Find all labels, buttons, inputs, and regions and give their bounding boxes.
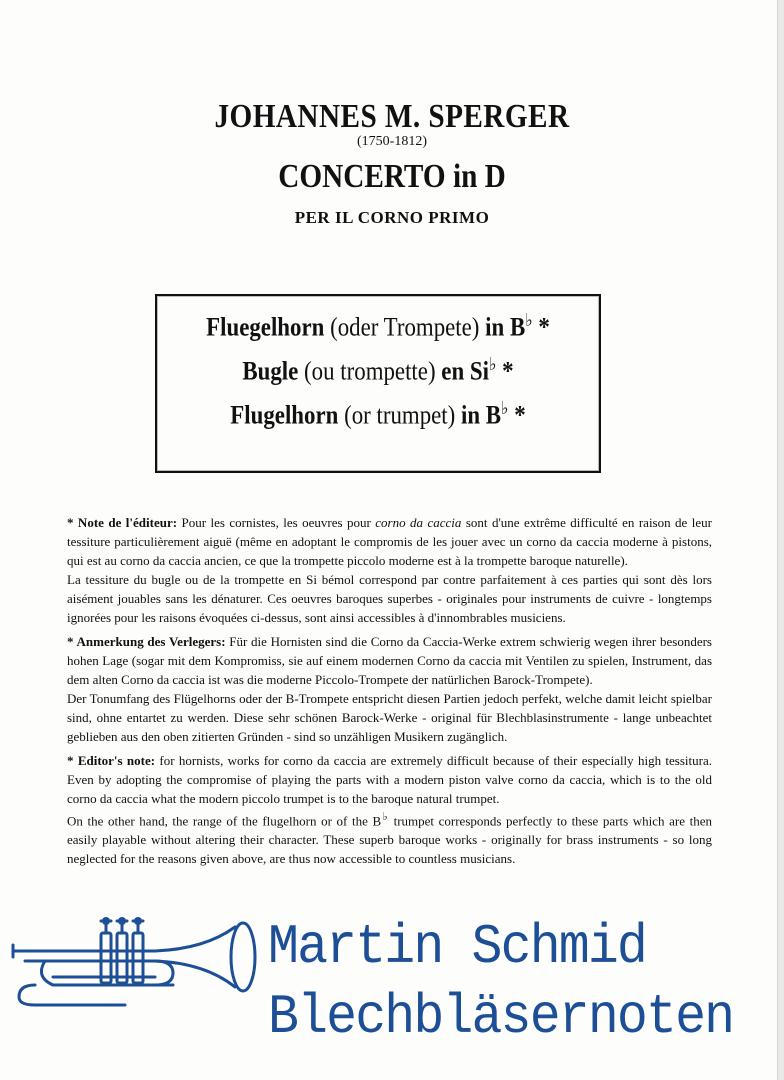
note-text: for hornists, works for corno da caccia are extremely difficult because of their especially high tessitura. Even by adopting the compromise of playing the parts with a modern piston valve corno da caccia, which is to the old corno da caccia what the modern piccolo trumpet is to the baroque natural trumpet. (67, 753, 712, 806)
instrument-paren: (ou trompette) (304, 356, 436, 386)
instrument-line-german (184, 310, 573, 343)
note-english (67, 751, 712, 868)
brand-name-line2: Blechbläsernoten (268, 985, 734, 1049)
asterisk: * (502, 356, 514, 386)
note-text: Für die Hornisten sind die Corno da Caccia-Werke extrem schwierig wegen ihrer besonders hohen Lage (sogar mit dem Kompromiss, sie auf einem modernen Corno da caccia mit Ventilen zu spielen, Instrument, das dem alten Corno da caccia ist was die moderne Piccolo-Trompete der natürlichen Barock-Trompete). (67, 634, 712, 687)
instrument-line-french (184, 354, 573, 387)
asterisk: * (514, 400, 526, 430)
instrument-box (155, 294, 601, 473)
note-heading: * Editor's note: (67, 753, 156, 768)
brand-name-line1: Martin Schmid (268, 915, 647, 979)
note-french (67, 513, 712, 627)
instrument-name: Bugle (242, 356, 299, 386)
publisher-logo (0, 900, 784, 1080)
note-german (67, 632, 712, 746)
flat-sign: ♭ (488, 354, 497, 374)
note-paragraph: Der Tonumfang des Flügelhorns oder der B-Trompete entspricht diesen Partien jedoch perfekt, welche damit leicht spielbar sind, ohne entartet zu werden. Diese sehr schönen Barock-Werke - original für Blechblasinstrumente - lange unbeachtet geblieben aus den oben zitierten Gründen - sind so unzähligen Musikern zugänglich. (67, 691, 712, 744)
work-subtitle: PER IL CORNO PRIMO (294, 208, 490, 227)
note-heading: * Anmerkung des Verlegers: (67, 634, 226, 649)
flat-sign: ♭ (501, 398, 509, 418)
instrument-key: en Si (441, 356, 489, 386)
composer-dates: (1750-1812) (357, 134, 427, 149)
work-title: CONCERTO in D (278, 158, 506, 195)
asterisk: * (538, 312, 550, 342)
note-text: trumpet corresponds perfectly to these parts which are then easily playable without altering their character. These superb baroque works - originally for brass instruments - so long neglected for the reasons given above, are thus now accessible to countless musicians. (67, 813, 713, 867)
note-text: Pour les cornistes, les oeuvres pour (177, 515, 376, 530)
instrument-paren: (or trumpet) (344, 400, 456, 430)
note-text: On the other hand, the range of the flugelhorn or of the B (67, 813, 382, 829)
note-heading: * Note de l'éditeur: (67, 515, 178, 530)
instrument-paren: (oder Trompete) (330, 312, 480, 342)
instrument-name: Fluegelhorn (206, 312, 325, 342)
note-paragraph: La tessiture du bugle ou de la trompette en Si bémol correspond par contre parfaitement à ces parties qui sont dès lors aisément jouables sans les dénaturer. Ces oeuvres baroques superbes - originales pour instruments de cuivre - longtemps ignorées pour les raisons évoquées ci-dessus, sont ainsi accessibles à d'innombrables musiciens. (67, 572, 712, 625)
trumpet-icon (5, 905, 270, 1025)
instrument-line-english (184, 398, 573, 431)
instrument-key: in B (485, 312, 526, 342)
instrument-name: Flugelhorn (230, 400, 339, 430)
composer-name: JOHANNES M. SPERGER (214, 98, 570, 135)
note-italic: corno da caccia (375, 515, 462, 530)
flat-sign: ♭ (381, 811, 389, 823)
note-text: sont d'une extrême difficulté en raison de leur tessiture particulièrement aiguë (même en adoptant le compromis de les jouer avec un corno da caccia moderne à pistons, qui est au corno da caccia ancien, ce que la trompette piccolo moderne est à la trompette baroque naturelle). (67, 515, 712, 568)
flat-sign: ♭ (525, 310, 533, 330)
instrument-key: in B (460, 400, 502, 430)
